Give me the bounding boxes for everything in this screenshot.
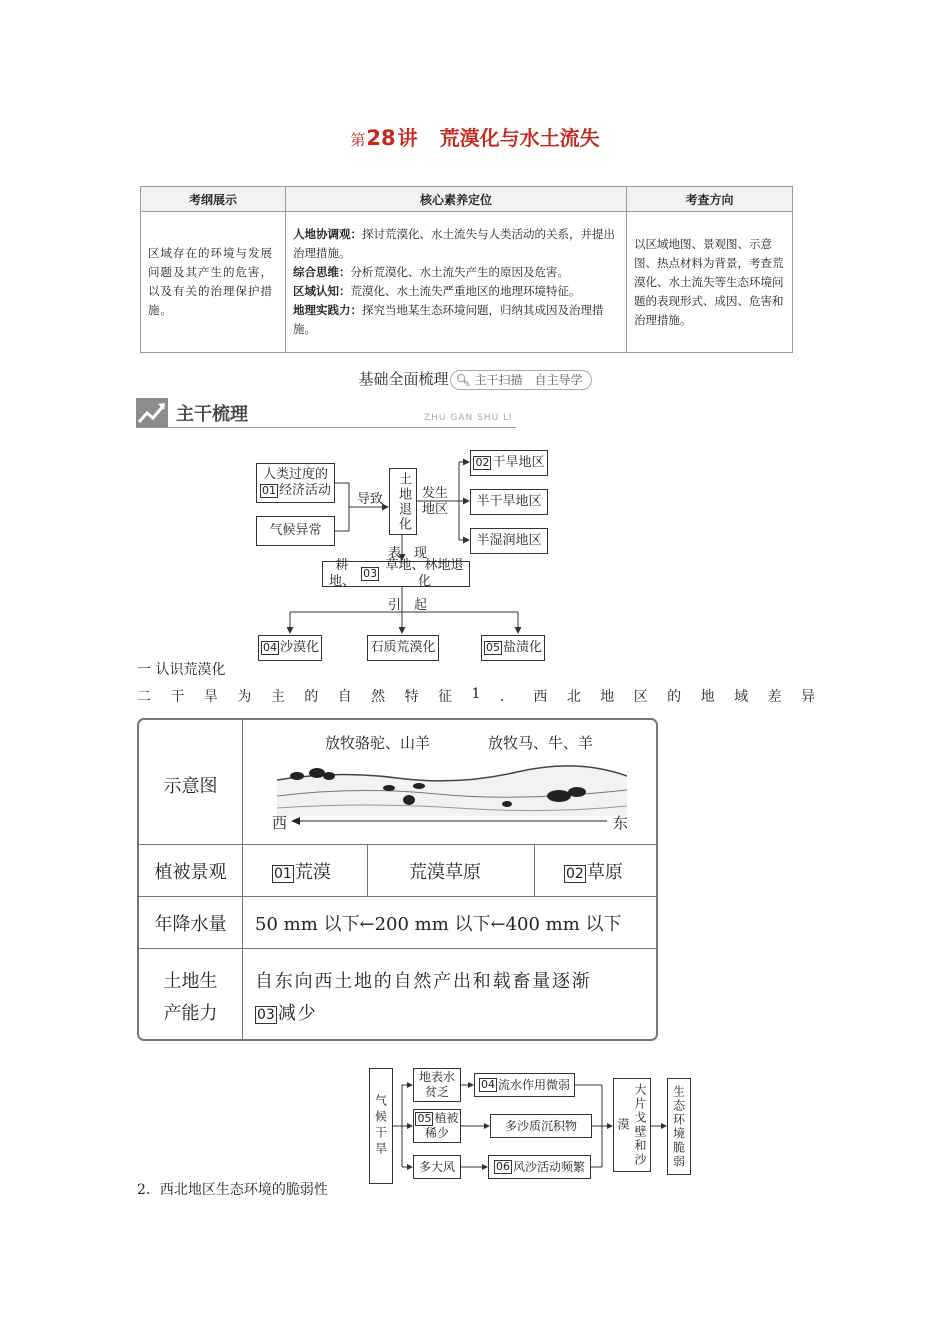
cell-text: 自东向西土地的自然产出和载畜量逐渐	[255, 971, 592, 992]
zhugan-en: ZHU GAN SHU LI	[424, 413, 513, 423]
outline-col1: 区域存在的环境与发展问题及其产生的危害，以及有关的治理保护措施。	[141, 212, 286, 353]
divider	[139, 896, 656, 897]
answer-number: 05	[485, 641, 500, 654]
flow2-gobi-desert: 大片戈壁和沙漠	[613, 1078, 651, 1172]
core-item: 区域认知：荒漠化、水土流失严重地区的地理环境特征。	[293, 284, 581, 298]
cell-text: 草原	[586, 862, 623, 883]
flow-subhumid: 半湿润地区	[470, 528, 548, 554]
answer-number: 06	[495, 1160, 510, 1173]
precip-values: 50 mm 以下←200 mm 以下←400 mm 以下	[255, 914, 622, 935]
flow-land-degrade: 土地退化	[389, 468, 417, 535]
flow-label-occur: 发生地区	[422, 486, 449, 517]
flow2-dry-climate: 气候干旱	[369, 1068, 393, 1184]
flow-text: 干旱地区	[492, 455, 545, 470]
flow-label-cause: 导致	[357, 492, 384, 507]
direction-arrow	[291, 814, 609, 828]
flow-label-cause2: 引 起	[388, 598, 428, 613]
flow-rock: 石质荒漠化	[367, 635, 439, 661]
grazing-landscape-image	[277, 756, 627, 816]
answer-number: 05	[417, 1112, 432, 1125]
flow-text: 植被稀少	[424, 1111, 459, 1140]
region-difference-table	[137, 718, 658, 1041]
search-icon: 🔍︎	[455, 373, 471, 387]
core-item: 地理实践力：探究当地某生态环境问题，归纳其成因及治理措施。	[293, 303, 604, 336]
divider	[139, 844, 656, 845]
flow2-fragile: 生态环境脆弱	[667, 1078, 691, 1175]
cell-text: 减少	[277, 1003, 318, 1024]
flow-label-show: 表 现	[388, 546, 428, 561]
row-head-precip: 年降水量	[154, 914, 227, 935]
divider	[367, 844, 368, 896]
text-line-2: 二 干 旱 为 主 的 自 然 特 征 1 ． 西 北 地 区 的 地 域 差 异	[137, 686, 815, 705]
flow2-sparse-veg	[413, 1109, 461, 1143]
flow2-sand-activity	[488, 1155, 591, 1179]
row-head-vegetation: 植被景观	[154, 862, 227, 883]
img-label-left: 放牧骆驼、山羊	[325, 734, 431, 752]
title-suffix: 讲	[397, 126, 418, 150]
flow-text: 经济活动	[278, 483, 331, 498]
outline-header-2: 核心素养定位	[286, 187, 627, 212]
row-head-productivity: 土地生 产能力	[163, 971, 218, 1024]
answer-number: 04	[262, 641, 277, 654]
divider	[534, 844, 535, 896]
answer-number: 03	[257, 1007, 275, 1023]
flow-text: 沙漠化	[279, 640, 319, 655]
flow-land-degrade-types	[322, 558, 470, 589]
answer-number: 02	[566, 866, 584, 882]
answer-number: 01	[261, 484, 276, 497]
flow-salt	[481, 635, 545, 661]
flow-text: 风沙活动频繁	[512, 1159, 585, 1174]
flow-text: 耕地、	[329, 558, 356, 589]
veg-steppe	[564, 858, 623, 884]
answer-number: 02	[475, 456, 490, 469]
direction-east: 东	[613, 814, 629, 832]
flow-arid	[470, 450, 548, 476]
title-number: 28	[366, 126, 396, 150]
flow-climate: 气候异常	[256, 516, 335, 546]
outline-header-3: 考查方向	[627, 187, 793, 212]
flow2-weak-flow	[474, 1073, 575, 1097]
core-item: 人地协调观：探讨荒漠化、水土流失与人类活动的关系，并提出治理措施。	[293, 227, 615, 260]
veg-desert-steppe: 荒漠草原	[409, 862, 481, 883]
outline-col3: 以区域地图、景观图、示意图、热点材料为背景，考查荒漠化、水土流失等生态环境问题的表现形式、成因、危害和治理措施。	[627, 212, 793, 353]
veg-desert	[272, 858, 331, 884]
divider	[139, 948, 656, 949]
section-pill-text: 主干扫描 自主导学	[474, 373, 583, 387]
text-line-3: 2．西北地区生态环境的脆弱性	[137, 1182, 328, 1198]
flow-text: 盐渍化	[502, 640, 542, 655]
flow-semiarid: 半干旱地区	[470, 489, 548, 515]
productivity-text	[255, 966, 650, 1030]
row-head-diagram: 示意图	[163, 776, 218, 797]
core-item: 综合思维：分析荒漠化、水土流失产生的原因及危害。	[293, 265, 569, 279]
flow-text: 草地、林地退化	[385, 558, 464, 589]
zhugan-title: 主干梳理	[176, 404, 248, 425]
flow2-sandy-deposit: 多沙质沉积物	[490, 1114, 592, 1138]
section-title-text: 基础全面梳理	[358, 370, 449, 388]
outline-header-1: 考纲展示	[141, 187, 286, 212]
direction-west: 西	[272, 814, 288, 832]
flow2-strong-wind: 多大风	[413, 1155, 461, 1179]
flow-text: 人类过度的	[262, 467, 328, 482]
answer-number: 01	[274, 866, 292, 882]
text-line-1: 一 认识荒漠化	[137, 662, 226, 678]
cell-text: 荒漠	[294, 862, 331, 883]
answer-number: 03	[363, 567, 378, 580]
answer-number: 04	[480, 1078, 495, 1091]
img-label-right: 放牧马、牛、羊	[488, 734, 594, 752]
flow-sand	[258, 635, 322, 661]
flow2-surface-water: 地表水贫乏	[413, 1068, 461, 1102]
title-main: 荒漠化与水土流失	[439, 126, 600, 150]
title-prefix: 第	[350, 131, 366, 149]
flow-human-activity	[256, 463, 335, 503]
flow-text: 流水作用微弱	[497, 1077, 570, 1092]
divider	[242, 720, 243, 1039]
